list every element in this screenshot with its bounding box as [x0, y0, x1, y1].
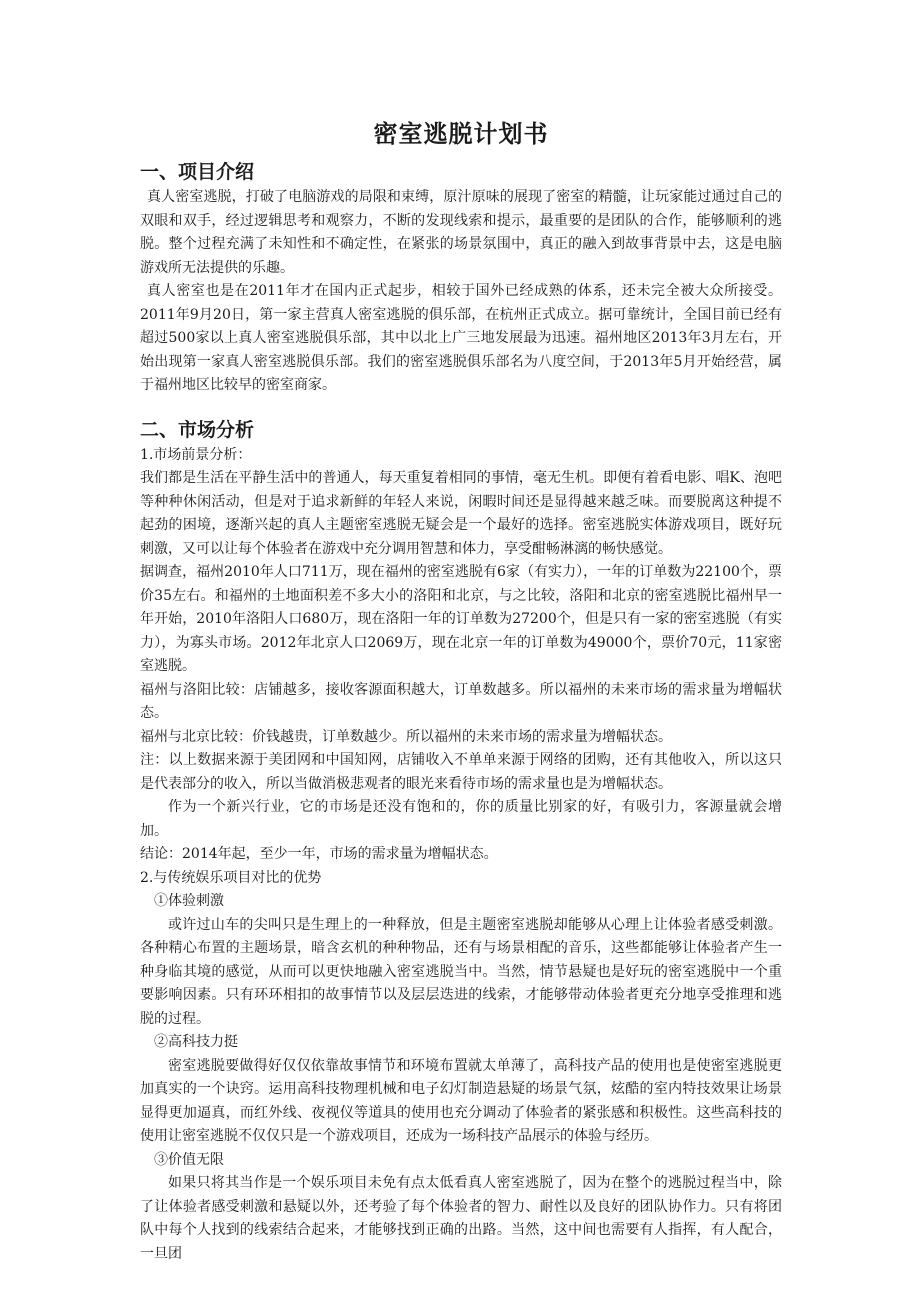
paragraph: 福州与洛阳比较：店铺越多，接收客源面积越大，订单数越多。所以福州的未来市场的需求量为增幅状态。 [140, 681, 782, 721]
subheading: 2.与传统娱乐项目对比的优势 [140, 869, 322, 886]
section-heading-project-intro: 一、项目介绍 [140, 161, 255, 183]
paragraph: 真人密室逃脱，打破了电脑游戏的局限和束缚，原汁原味的展现了密室的精髓，让玩家能过通过自己的双眼和双手，经过逻辑思考和观察力，不断的发现线索和提示，最重要的是团队的合作，能够顺利的逃脱。整个过程充满了未知性和不确定性，在紧张的场景氛围中，真正的融入到故事背景中去，这是电脑游戏所无法提供的乐趣。 [140, 189, 782, 276]
note-paragraph: 注：以上数据来源于美团网和中国知网，店铺收入不单单来源于网络的团购，还有其他收入，所以这只是代表部分的收入，所以当做消极悲观者的眼光来看待市场的需求量也是为增幅状态。 [140, 752, 782, 792]
paragraph: 或许过山车的尖叫只是生理上的一种释放，但是主题密室逃脱却能够从心理上让体验者感受刺激。各种精心布置的主题场景，暗含玄机的种种物品，还有与场景相配的音乐，这些都能够让体验者产生一种身临其境的感觉，从而可以更快地融入密室逃脱当中。当然，情节悬疑也是好玩的密室逃脱中一个重要影响因素。只有环环相扣的故事情节以及层层迭进的线索，才能够带动体验者更充分地享受推理和逃脱的过程。 [140, 916, 782, 1027]
paragraph: 作为一个新兴行业，它的市场是还没有饱和的，你的质量比别家的好，有吸引力，客源量就会增加。 [140, 799, 782, 839]
paragraph: 据调查，福州2010年人口711万，现在福州的密室逃脱有6家（有实力），一年的订单数为22100个，票价35左右。和福州的土地面积差不多大小的洛阳和北京，与之比较，洛阳和北京的密室逃脱比福州早一年开始，2010年洛阳人口680万，现在洛阳一年的订单数为27200个，但是只有一家的密室逃脱（有实力），为寡头市场。2012年北京人口2069万，现在北京一年的订单数为49000个，票价70元，11家密室逃脱。 [140, 564, 782, 674]
paragraph: 真人密室也是在2011年才在国内正式起步，相较于国外已经成熟的体系，还未完全被大众所接受。2011年9月20日，第一家主营真人密室逃脱的俱乐部，在杭州正式成立。据可靠统计，全国目前已经有超过500家以上真人密室逃脱俱乐部，其中以北上广三地发展最为迅速。福州地区2013年3月左右，开始出现第一家真人密室逃脱俱乐部。我们的密室逃脱俱乐部名为八度空间，于2013年5月开始经营，属于福州地区比较早的密室商家。 [140, 283, 782, 393]
section-heading-market-analysis: 二、市场分析 [140, 418, 255, 441]
conclusion-paragraph: 结论：2014年起，至少一年，市场的需求量为增幅状态。 [140, 846, 498, 862]
list-item-title: ③价值无限 [154, 1151, 224, 1168]
subheading: 1.市场前景分析： [140, 446, 252, 463]
paragraph: 我们都是生活在平静生活中的普通人，每天重复着相同的事情，毫无生机。即便有着看电影、唱K、泡吧等种种休闲活动，但是对于追求新鲜的年轻人来说，闲暇时间还是显得越来越乏味。而要脱离这种提不起劲的困境，逐渐兴起的真人主题密室逃脱无疑会是一个最好的选择。密室逃脱实体游戏项目，既好玩刺激，又可以让每个体验者在游戏中充分调用智慧和体力，享受酣畅淋漓的畅快感觉。 [140, 470, 782, 557]
list-item-title: ①体验刺激 [154, 893, 224, 909]
list-item-title: ②高科技力挺 [154, 1034, 238, 1050]
paragraph: 福州与北京比较：价钱越贵，订单数越少。所以福州的未来市场的需求量为增幅状态。 [140, 728, 672, 745]
document-title: 密室逃脱计划书 [373, 119, 549, 148]
paragraph: 如果只将其当作是一个娱乐项目未免有点太低看真人密室逃脱了，因为在整个的逃脱过程当中，除了让体验者感受刺激和悬疑以外，还考验了每个体验者的智力、耐性以及良好的团队协作力。只有将团队中每个人找到的线索结合起来，才能够找到正确的出路。当然，这中间也需要有人指挥，有人配合，一旦团 [140, 1175, 782, 1262]
paragraph: 密室逃脱要做得好仅仅依靠故事情节和环境布置就太单薄了，高科技产品的使用也是使密室逃脱更加真实的一个诀窍。运用高科技物理机械和电子幻灯制造悬疑的场景气氛，炫酷的室内特技效果让场景显得更加逼真，而红外线、夜视仪等道具的使用也充分调动了体验者的紧张感和积极性。这些高科技的使用让密室逃脱不仅仅只是一个游戏项目，还成为一场科技产品展示的体验与经历。 [140, 1057, 782, 1144]
